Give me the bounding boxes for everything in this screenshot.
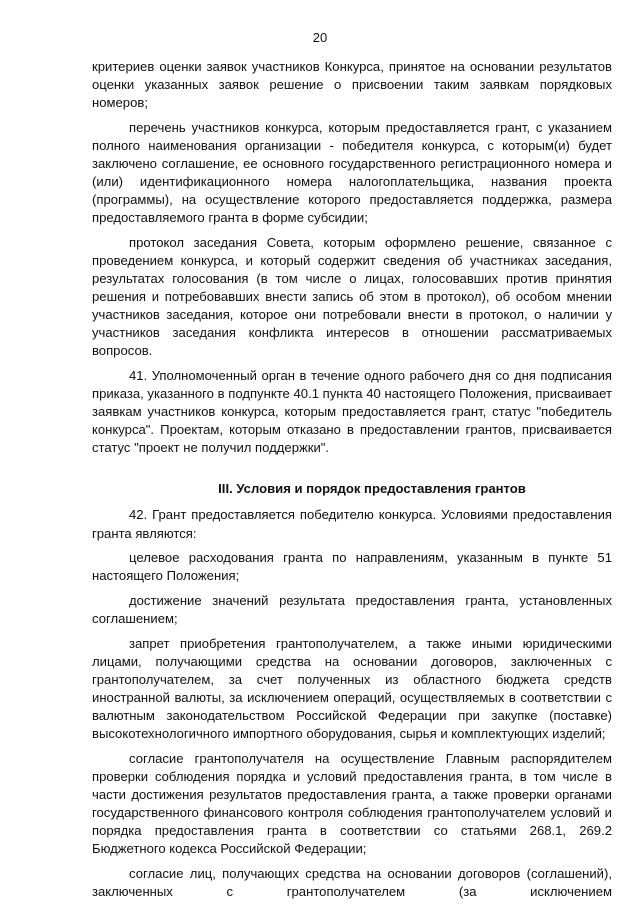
paragraph-inspection-consent: согласие грантополучателя на осуществление Главным распорядителем проверки соблюдения порядка и условий предоставления гранта, в том числе в части достижения результатов предоставления гранта, а также проверки органами государственного финансового контроля соблюдения грантополучателем условий и порядка предоставления гранта в соответствии со статьями 268.1, 269.2 Бюджетного кодекса Российской Федерации; [92,750,612,857]
section-heading: III. Условия и порядок предоставления грантов [218,481,526,497]
document-body [92,58,612,907]
page-number: 20 [312,30,328,45]
paragraph-42: 42. Грант предоставляется победителю конкурса. Условиями предоставления гранта являются: [92,507,612,541]
paragraph-targeted-spending: целевое расходования гранта по направлениям, указанным в пункте 51 настоящего Положения; [92,550,612,584]
paragraph-participants-list: перечень участников конкурса, которым предоставляется грант, с указанием полного наименования организации - победителя конкурса, с которым(и) будет заключено соглашение, ее основного государственного регистрационного номера и (или) идентификационного номера налогоплательщика, названия проекта (программы), на осуществление которого предоставляется поддержка, размера предоставляемого гранта в форме субсидии; [92,119,612,226]
paragraph-result-values: достижение значений результата предоставления гранта, установленных соглашением; [92,592,612,626]
paragraph-council-protocol: протокол заседания Совета, которым оформлено решение, связанное с проведением конкурса, и который содержит сведения об участниках заседания, результатах голосования (в том числе о лицах, голосовавших против принятия решения и потребовавших внести запись об этом в протокол), об особом мнении участников заседания, которое они потребовали внести в протокол, о наличии у участников заседания конфликта интересов в отношении рассматриваемых вопросов. [92,234,612,359]
paragraph-41: 41. Уполномоченный орган в течение одного рабочего дня со дня подписания приказа, указанного в подпункте 40.1 пункта 40 настоящего Положения, присваивает заявкам участников конкурса, которым предоставляется грант, статус "победитель конкурса". Проектам, которым отказано в предоставлении грантов, присваивается статус "проект не получил поддержки". [92,368,612,456]
paragraph-criteria-continuation: критериев оценки заявок участников Конкурса, принятое на основании результатов оценки указанных заявок решение о присвоении таким заявкам порядковых номеров; [92,59,612,111]
paragraph-persons-consent: согласие лиц, получающих средства на основании договоров (соглашений), заключенных с грантополучателем (за исключением [92,865,612,899]
paragraph-currency-ban: запрет приобретения грантополучателем, а также иными юридическими лицами, получающими средства на основании договоров, заключенных с грантополучателем, за счет полученных из областного бюджета средств иностранной валюты, за исключением операций, осуществляемых в соответствии с валютным законодательством Российской Федерации при закупке (поставке) высокотехнологичного импортного оборудования, сырья и комплектующих изделий; [92,635,612,741]
